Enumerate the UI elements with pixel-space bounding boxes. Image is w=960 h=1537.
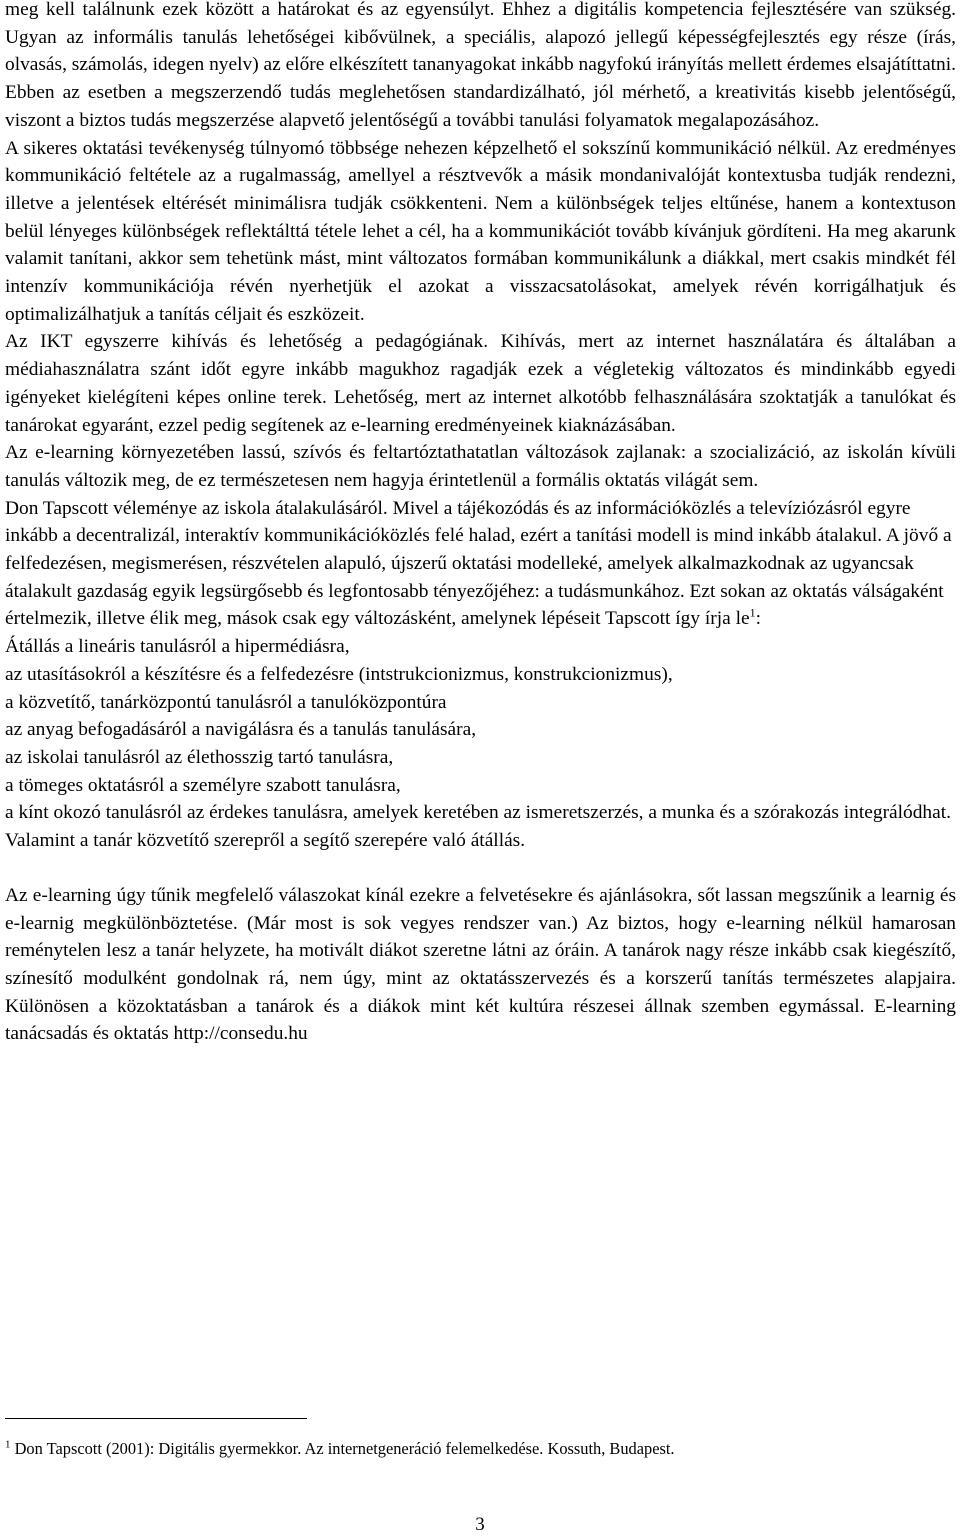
footnote <box>5 1438 956 1460</box>
paragraph-spacer <box>5 855 956 882</box>
paragraph-digital-competence: meg kell találnunk ezek között a határokat és az egyensúlyt. Ehhez a digitális kompetencia fejlesztésére van szükség. Ugyan az informális tanulás lehetőségei kibővülnek, a speciális, alapozó jellegű képességfejlesztés egy része (írás, olvasás, számolás, idegen nyelv) az előre elkészített tananyagokat inkább nagyfokú irányítás mellett érdemes elsajátíttatni. Ebben az esetben a megszerzendő tudás meglehetősen standardizálható, jól mérhető, a kreativitás kisebb jelentőségű, viszont a biztos tudás megszerzése alapvető jelentőségű a további tanulási folyamatok megalapozásához. <box>5 0 956 131</box>
page-number: 3 <box>475 1514 485 1535</box>
footnote-reference: 1 <box>749 606 756 620</box>
tapscott-list <box>5 633 956 855</box>
list-item: az utasításokról a készítésre és a felfedezésre (intstrukcionizmus, konstrukcionizmus), <box>5 663 673 685</box>
paragraph-tapscott-text: Don Tapscott véleménye az iskola átalakulásáról. Mivel a tájékozódás és az információközlés a televíziózásról egyre inkább a decentralizál, interaktív kommunikációközlés felé halad, ezért a tanítási modell is mind inkább átalakul. A jövő a felfedezésen, megismerésen, részvételen alapuló, újszerű oktatási modelleké, amelyek alkalmazkodnak az ugyancsak átalakult gazdaság egyik legsürgősebb és legfontosabb tényezőjéhez: a tudásmunkához. Ezt sokan az oktatás válságaként értelmezik, illetve élik meg, mások csak egy változásként, amelynek lépéseit Tapscott így írja le <box>5 497 952 630</box>
list-item: a tömeges oktatásról a személyre szabott tanulásra, <box>5 774 401 796</box>
paragraph-ikt: Az IKT egyszerre kihívás és lehetőség a pedagógiának. Kihívás, mert az internet használatára és általában a médiahasználatra szánt időt egyre inkább magukhoz ragadják ezek a végletekig változatos és mindinkább egyedi igényeket kielégíteni képes online terek. Lehetőség, mert az internet alkotóbb felhasználására szoktatják a tanulókat és tanárokat egyaránt, ezzel pedig segítenek az e-learning eredményeinek kiaknázásában. <box>5 331 956 436</box>
footnote-separator <box>5 1418 307 1419</box>
paragraph-tapscott-tail: : <box>755 608 761 630</box>
document-page <box>5 0 956 1048</box>
footnote-marker: 1 <box>5 1438 11 1451</box>
list-item: az iskolai tanulásról az élethosszig tartó tanulásra, <box>5 746 394 768</box>
paragraph-elearning-answers: Az e-learning úgy tűnik megfelelő válaszokat kínál ezekre a felvetésekre és ajánlásokra, sőt lassan megszűnik a learnig és e-learnig megkülönböztetése. (Már most is sok vegyes rendszer van.) Az biztos, hogy e-learning nélkül hamarosan reménytelen lesz a tanár helyzete, ha motivált diákot szeretne látni az óráin. A tanárok nagy része inkább csak kiegészítő, színesítő modulként gondolnak rá, nem úgy, mint az oktatásszervezés és a korszerű tanítás természetes alapjaira. Különösen a közoktatásban a tanárok és a diákok mint két kultúra részesei állnak szemben egymással. E-learning tanácsadás és oktatás http://consedu.hu <box>5 884 956 1045</box>
footnote-text: Don Tapscott (2001): Digitális gyermekkor. Az internetgeneráció felemelkedése. Kossuth, Budapest. <box>10 1439 675 1458</box>
paragraph-tapscott <box>5 495 956 634</box>
list-item: Átállás a lineáris tanulásról a hipermédiásra, <box>5 636 350 658</box>
paragraph-elearning-environment: Az e-learning környezetében lassú, szívós és feltartóztathatatlan változások zajlanak: a szocializáció, az iskolán kívüli tanulás változik meg, de ez természetesen nem hagyja érintetlenül a formális oktatás világát sem. <box>5 442 956 491</box>
paragraph-communication: A sikeres oktatási tevékenység túlnyomó többsége nehezen képzelhető el sokszínű kommunikáció nélkül. Az eredményes kommunikáció feltétele az a rugalmasság, amellyel a résztvevők a másik mondanivalóját kontextusba tudják rendezni, illetve a jelentések eltérését minimálisra tudják csökkenteni. Nem a különbségek teljes eltűnése, hanem a kontextuson belül lényeges különbségek reflektálttá tétele lehet a cél, ha a kommunikációt tovább kívánjuk gördíteni. Ha meg akarunk valamit tanítani, akkor sem tehetünk mást, mint változatos formában kommunikálunk a diákkal, mert csakis mindkét fél intenzív kommunikációja révén nyerhetjük el azokat a visszacsatolásokat, amelyek révén korrigálhatjuk és optimalizálhatjuk a tanítás céljait és eszközeit. <box>5 137 956 325</box>
list-item: a kínt okozó tanulásról az érdekes tanulásra, amelyek keretében az ismeretszerzés, a munka és a szórakozás integrálódhat. <box>5 802 951 824</box>
list-item: Valamint a tanár közvetítő szerepről a segítő szerepére való átállás. <box>5 830 526 852</box>
list-item: a közvetítő, tanárközpontú tanulásról a tanulóközpontúra <box>5 691 447 713</box>
list-item: az anyag befogadásáról a navigálásra és a tanulás tanulására, <box>5 719 477 741</box>
